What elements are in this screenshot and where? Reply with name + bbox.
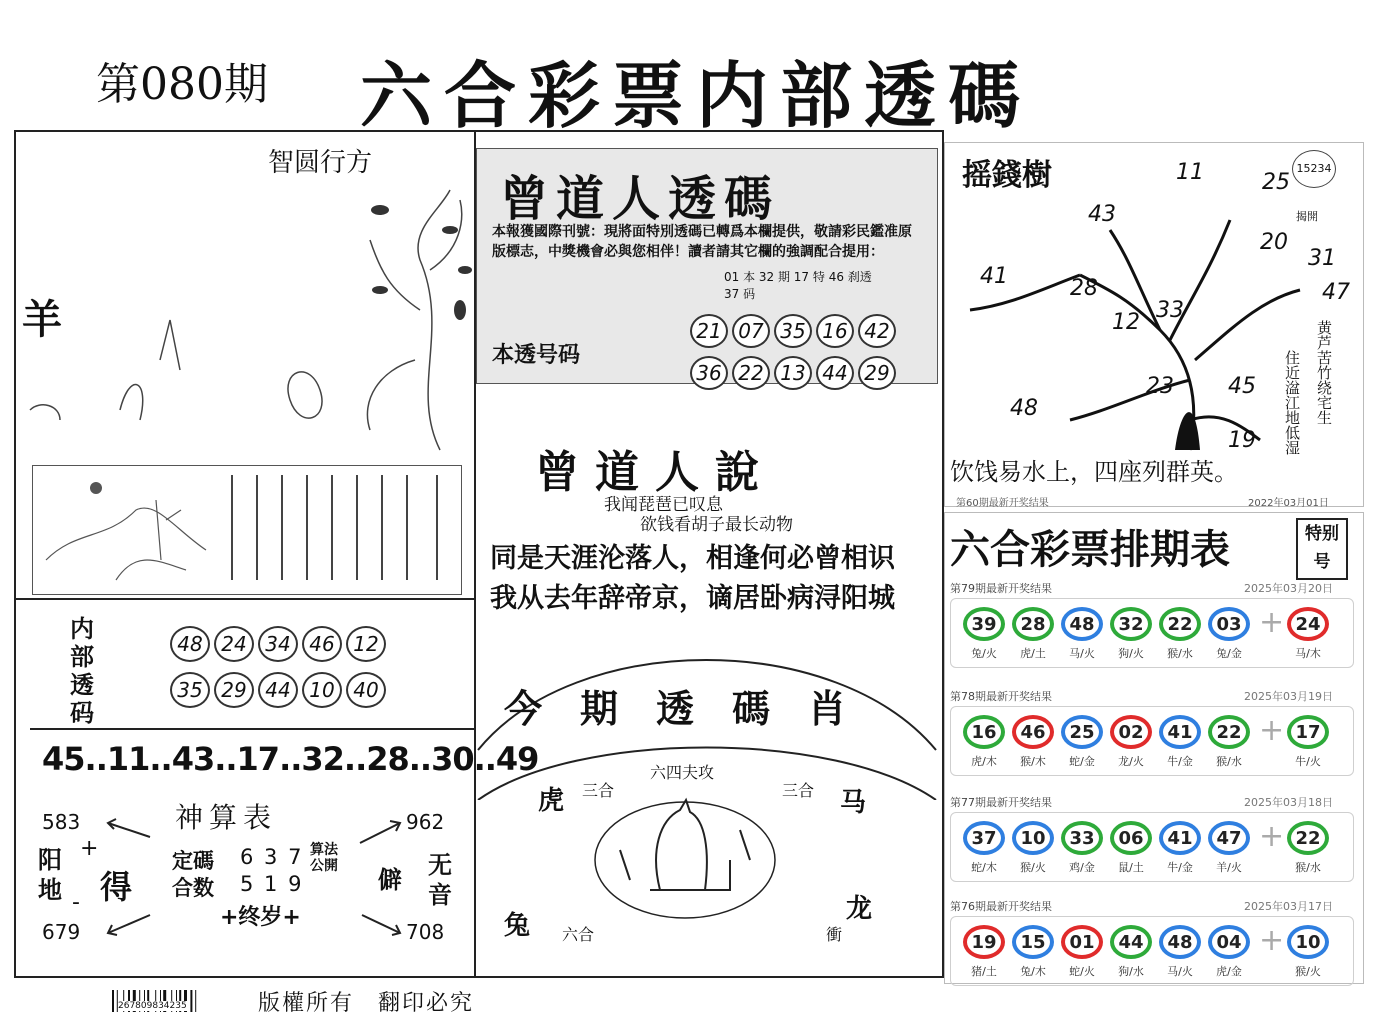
result-ball: 28 (1012, 607, 1054, 641)
number-708: 708 (406, 920, 445, 944)
draw-card (950, 916, 1354, 986)
draw-date: 2025年03月17日 (1244, 900, 1333, 913)
zodiac-element-label: 马/木 (1295, 647, 1321, 660)
verse-line-1: 同是天涯沦落人，相逢何必曾相识 (490, 543, 895, 574)
result-ball: 46 (1012, 715, 1054, 749)
notice-text: 本報獲國際刊號：現將面特別透碼已轉爲本欄提供，敬請彩民鑑准原版標志，中獎機會必與您相伴！讀者請其它欄的強調配合提用： (492, 224, 912, 260)
result-ball: 41 (1159, 821, 1201, 855)
zodiac-element-label: 龙/火 (1118, 755, 1144, 768)
barcode-number: 267809834235 (118, 1001, 187, 1011)
tree-number: 11 (1176, 160, 1204, 185)
zodiac-element-label: 狗/火 (1118, 647, 1144, 660)
code-ball: 21 (690, 314, 728, 348)
page-title: 六合彩票内部透碼 (360, 53, 1033, 138)
pi-label: 僻 (378, 866, 402, 894)
zodiac-element-label: 猴/火 (1295, 965, 1321, 978)
plus-icon: + (1259, 713, 1285, 748)
code-ball: 48 (170, 626, 210, 662)
zhongsui-label: +终岁+ (220, 905, 301, 930)
number-679: 679 (42, 920, 81, 944)
tema-row-1 (690, 314, 900, 348)
tema-row-2 (690, 356, 900, 390)
barcode-bar (195, 990, 196, 1012)
sanhe-left: 三合 (582, 781, 615, 800)
zodiac-element-label: 牛/火 (1295, 755, 1321, 768)
code-ball: 44 (816, 356, 854, 390)
tree-number: 43 (1088, 202, 1116, 227)
zodiac-element-label: 羊/火 (1216, 861, 1242, 874)
zodiac-tiger: 虎 (538, 786, 565, 816)
zodiac-element-label: 兔/金 (1216, 647, 1242, 660)
tree-number: 48 (1010, 396, 1038, 421)
code-ball: 35 (774, 314, 812, 348)
code-ball: 36 (690, 356, 728, 390)
zodiac-element-label: 猴/水 (1295, 861, 1321, 874)
verse-line-2: 我从去年辞帝京，谪居卧病浔阳城 (490, 583, 895, 614)
zodiac-element-label: 猪/土 (971, 965, 997, 978)
de-label: 得 (100, 868, 133, 906)
code-ball: 40 (346, 672, 386, 708)
zodiac-element-label: 兔/木 (1020, 965, 1046, 978)
code-ball: 29 (214, 672, 254, 708)
code-ball: 10 (302, 672, 342, 708)
zodiac-element-label: 马/火 (1069, 647, 1095, 660)
result-ball: 37 (963, 821, 1005, 855)
zodiac-rabbit: 兔 (504, 911, 531, 941)
result-ball: 44 (1110, 925, 1152, 959)
schedule-title: 六合彩票排期表 (950, 526, 1230, 573)
zodiac-element-label: 鼠/土 (1118, 861, 1144, 874)
result-ball: 48 (1159, 925, 1201, 959)
tema-label: 本透号码 (492, 343, 581, 368)
zodiac-element-label: 虎/金 (1216, 965, 1242, 978)
code-ball: 12 (346, 626, 386, 662)
result-ball: 22 (1208, 715, 1250, 749)
copyright-notice: 版權所有 翻印必究 (258, 991, 475, 1016)
dingma-value: 6 3 7 (240, 845, 304, 869)
divider (14, 598, 474, 600)
zodiac-element-label: 兔/火 (971, 647, 997, 660)
zodiac-element-label: 马/火 (1167, 965, 1193, 978)
number-962: 962 (406, 810, 445, 834)
number-sequence: 45..11..43..17..32..28..30..49 (42, 740, 539, 778)
barcode-bar (190, 990, 192, 1012)
draw-header: 第77期最新开奖结果 (950, 796, 1052, 809)
result-ball: 41 (1159, 715, 1201, 749)
zodiac-element-label: 蛇/木 (971, 861, 997, 874)
wuyin-label: 无音 (428, 851, 452, 909)
number-583: 583 (42, 810, 81, 834)
zodiac-element-label: 猴/火 (1020, 861, 1046, 874)
draw-header: 第78期最新开奖结果 (950, 690, 1052, 703)
tree-verse: 饮饯易水上，四座列群英。 (950, 458, 1238, 486)
draw-date: 2025年03月19日 (1244, 690, 1333, 703)
side-verse-1: 黄芦苦竹绕宅生 (1315, 320, 1333, 425)
draw-card (950, 598, 1354, 668)
code-ball: 35 (170, 672, 210, 708)
liusi-label: 六四夫攻 (650, 763, 715, 782)
mountain-sketch (36, 470, 216, 590)
tree-number: 19 (1228, 428, 1256, 453)
special-ball: 22 (1287, 821, 1329, 855)
zodiac-element-label: 猴/水 (1167, 647, 1193, 660)
special-ball: 17 (1287, 715, 1329, 749)
tree-number: 28 (1070, 276, 1098, 301)
draw-card (950, 706, 1354, 776)
tree-number: 41 (980, 264, 1008, 289)
tree-number: 47 (1322, 280, 1350, 305)
inner-code-row-1 (170, 626, 390, 662)
plus-icon: + (1259, 819, 1285, 854)
heshu-value: 5 1 9 (240, 872, 304, 896)
inner-code-row-2 (170, 672, 390, 708)
code-ball: 44 (258, 672, 298, 708)
divider (30, 728, 474, 730)
result-ball: 16 (963, 715, 1005, 749)
barcode-bar (112, 990, 114, 1012)
zodiac-element-label: 狗/水 (1118, 965, 1144, 978)
draw-date: 2025年03月20日 (1244, 582, 1333, 595)
draw-header: 第76期最新开奖结果 (950, 900, 1052, 913)
code-ball: 16 (816, 314, 854, 348)
result-ball: 33 (1061, 821, 1103, 855)
tree-number: 23 (1146, 374, 1174, 399)
draw-date: 2025年03月18日 (1244, 796, 1333, 809)
result-ball: 10 (1012, 821, 1054, 855)
yang-di-label: 阳地 (38, 846, 62, 904)
motto: 智圆行方 (268, 148, 373, 178)
old-draw-header: 第60期最新开奖结果 (956, 498, 1049, 509)
ink-landscape-illustration (20, 170, 480, 460)
zodiac-element-label: 虎/土 (1020, 647, 1046, 660)
tree-number: 12 (1112, 310, 1140, 335)
tree-number: 31 (1308, 246, 1336, 271)
zodiac-element-label: 虎/木 (971, 755, 997, 768)
tree-number: 20 (1260, 230, 1288, 255)
zodiac-element-label: 蛇/金 (1069, 755, 1095, 768)
zodiac-element-label: 猴/水 (1216, 755, 1242, 768)
result-ball: 02 (1110, 715, 1152, 749)
money-tree-title: 摇錢樹 (962, 158, 1052, 193)
result-ball: 25 (1061, 715, 1103, 749)
calc-table-title: 神算表 (175, 801, 278, 834)
plus-icon: + (1259, 923, 1285, 958)
sanhe-right: 三合 (782, 781, 815, 800)
dog-illustration (590, 790, 780, 920)
tree-number: 45 (1228, 374, 1256, 399)
result-ball: 06 (1110, 821, 1152, 855)
result-ball: 22 (1159, 607, 1201, 641)
poem-line-2: 欲钱看胡子最长动物 (640, 515, 793, 535)
chong-label: 衝 (826, 925, 843, 944)
result-ball: 19 (963, 925, 1005, 959)
zodiac-element-label: 牛/金 (1167, 861, 1193, 874)
tree-number: 33 (1156, 298, 1184, 323)
issue-number: 第080期 (96, 59, 268, 110)
plus-sign: + (80, 836, 99, 861)
ceng-code-title: 曾道人透碼 (500, 171, 781, 227)
result-ball: 04 (1208, 925, 1250, 959)
result-ball: 01 (1061, 925, 1103, 959)
result-ball: 47 (1208, 821, 1250, 855)
special-ball: 10 (1287, 925, 1329, 959)
inner-code-label: 内部透码 (70, 615, 94, 727)
heshu-label: 合数 (172, 876, 214, 900)
code-ball: 24 (214, 626, 254, 662)
calligraphy-block (222, 470, 457, 590)
dingma-label: 定碼 (172, 849, 214, 873)
minus-sign: - (72, 890, 80, 915)
plus-icon: + (1259, 605, 1285, 640)
side-verse-2: 住近湓江地低湿 (1283, 350, 1301, 455)
algorithm-public: 算法公開 (310, 842, 338, 874)
old-draw-date: 2022年03月01日 (1248, 498, 1329, 509)
result-ball: 48 (1061, 607, 1103, 641)
says-title: 曾道人說 (535, 447, 775, 498)
notice-codes: 01 本 32 期 17 特 46 刹透 37 码 (724, 270, 872, 301)
code-ball: 29 (858, 356, 896, 390)
zodiac-horse: 马 (840, 788, 867, 818)
code-ball: 07 (732, 314, 770, 348)
zodiac-element-label: 牛/金 (1167, 755, 1193, 768)
code-ball: 42 (858, 314, 896, 348)
draw-header: 第79期最新开奖结果 (950, 582, 1052, 595)
today-code-title: 今期透碼肖 (504, 686, 885, 731)
special-number-label: 特别号 (1296, 518, 1348, 580)
tree-number: 25 (1262, 170, 1290, 195)
code-ball: 46 (302, 626, 342, 662)
code-ball: 34 (258, 626, 298, 662)
badge-text: 揭開 (1296, 210, 1318, 223)
liuhe-label: 六合 (562, 925, 595, 944)
zodiac-hint: 羊 (22, 297, 62, 343)
zodiac-element-label: 鸡/金 (1069, 861, 1095, 874)
result-ball: 39 (963, 607, 1005, 641)
zodiac-element-label: 猴/木 (1020, 755, 1046, 768)
poem-line-1: 我闻琵琶已叹息 (604, 495, 723, 515)
special-ball: 24 (1287, 607, 1329, 641)
code-ball: 13 (774, 356, 812, 390)
zodiac-dragon: 龙 (846, 894, 873, 924)
stamp-logo: 15234 (1292, 150, 1336, 188)
result-ball: 03 (1208, 607, 1250, 641)
result-ball: 32 (1110, 607, 1152, 641)
result-ball: 15 (1012, 925, 1054, 959)
code-ball: 22 (732, 356, 770, 390)
draw-card (950, 812, 1354, 882)
zodiac-element-label: 蛇/火 (1069, 965, 1095, 978)
